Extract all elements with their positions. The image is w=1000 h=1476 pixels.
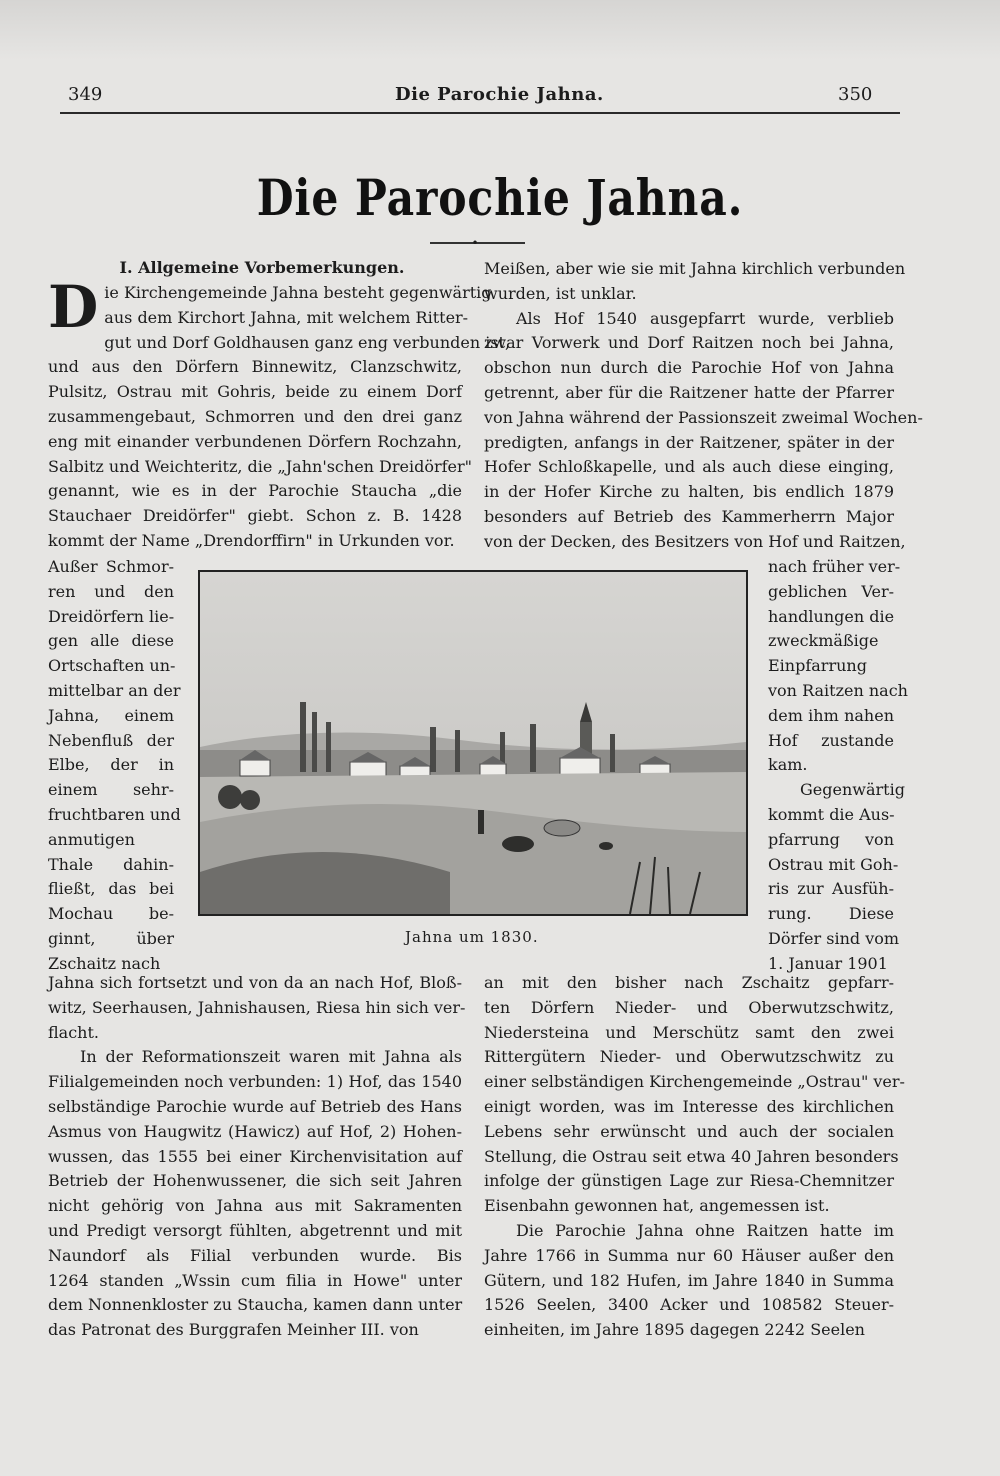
- text-line: zusammengebaut, Schmorren und den drei ganz: [48, 406, 462, 426]
- text-line: Nebenfluß der: [48, 730, 174, 750]
- text-line: getrennt, aber für die Raitzener hatte der Pfarrer: [484, 382, 894, 402]
- section-heading: I. Allgemeine Vorbemerkungen.: [119, 258, 405, 277]
- text-line: Thale dahin-: [48, 854, 174, 874]
- running-title: Die Parochie Jahna.: [395, 84, 604, 105]
- text-line: pfarrung von: [768, 829, 894, 849]
- landscape-engraving: [198, 570, 748, 916]
- text-line: Eisenbahn gewonnen hat, angemessen ist.: [484, 1196, 830, 1216]
- text-line: 1526 Seelen, 3400 Acker und 108582 Steuer-: [484, 1295, 894, 1315]
- text-line: einer selbständigen Kirchengemeinde „Ostrau" ver-: [484, 1072, 905, 1092]
- text-line: Außer Schmor-: [48, 557, 174, 576]
- text-line: Salbitz und Weichteritz, die „Jahn'schen Dreidörfer": [48, 456, 473, 476]
- text-line: infolge der günstigen Lage zur Riesa-Chemnitzer: [484, 1171, 894, 1191]
- text-line: wurden, ist unklar.: [484, 283, 637, 303]
- page-number-right: 350: [838, 84, 873, 105]
- text-line: einigt worden, was im Interesse des kirchlichen: [484, 1096, 894, 1116]
- text-line: Zschaitz nach: [48, 953, 161, 973]
- text-line: witz, Seerhausen, Jahnishausen, Riesa hin sich ver-: [48, 997, 466, 1017]
- text-line: dem Nonnenkloster zu Staucha, kamen dann unter: [48, 1295, 463, 1315]
- page-number-left: 349: [68, 84, 103, 105]
- text-line: zwar Vorwerk und Dorf Raitzen noch bei Jahna,: [484, 333, 894, 353]
- text-line: und Predigt versorgt fühlten, abgetrennt und mit: [48, 1220, 462, 1240]
- text-line: Elbe, der in: [48, 755, 174, 775]
- text-line: selbständige Parochie wurde auf Betrieb des Hans: [48, 1096, 462, 1116]
- text-line: 1264 standen „Wssin cum filia in Howe" unter: [48, 1270, 462, 1290]
- dropcap: D: [48, 273, 99, 341]
- text-line: ten Dörfern Nieder- und Oberwutzschwitz,: [484, 997, 894, 1017]
- text-line: Niedersteina und Merschütz samt den zwei: [484, 1022, 894, 1042]
- text-line: obschon nun durch die Parochie Hof von Jahna: [484, 358, 894, 378]
- text-line: flacht.: [48, 1022, 99, 1042]
- text-line: anmutigen: [48, 829, 135, 849]
- text-line: Hof zustande: [768, 730, 894, 750]
- text-line: mittelbar an der: [48, 680, 181, 700]
- right-narrow-text: [768, 555, 908, 977]
- left-bottom-text: [48, 971, 466, 1343]
- text-line: Dörfer sind vom: [768, 928, 900, 948]
- text-line: rung. Diese: [768, 904, 894, 924]
- text-line: wussen, das 1555 bei einer Kirchenvisitation auf: [48, 1146, 462, 1166]
- text-line: 1. Januar 1901: [768, 953, 888, 973]
- text-line: und aus den Dörfern Binnewitz, Clanzschwitz,: [48, 357, 462, 377]
- left-top-text: [48, 273, 511, 554]
- page-edge: [0, 0, 1000, 60]
- text-line: kommt der Name „Drendorffirn" in Urkunden vor.: [48, 530, 455, 550]
- text-line: besonders auf Betrieb des Kammerherrn Major: [484, 506, 894, 526]
- text-line: Lebens sehr erwünscht und auch der socialen: [484, 1121, 894, 1141]
- text-line: Gütern, und 182 Hufen, im Jahre 1840 in Summa: [484, 1270, 894, 1290]
- text-line: Betrieb der Hohenwussener, die sich seit Jahren: [48, 1171, 462, 1191]
- text-line: Mochau be-: [48, 904, 174, 924]
- text-line: Ortschaften un-: [48, 656, 176, 676]
- left-narrow-text: [48, 555, 181, 977]
- text-line: In der Reformationszeit waren mit Jahna als: [80, 1047, 462, 1067]
- text-line: predigten, anfangs in der Raitzener, später in der: [484, 432, 894, 452]
- text-line: Stauchaer Dreidörfer" giebt. Schon z. B. 1428: [48, 506, 462, 526]
- text-line: fließt, das bei: [48, 879, 174, 899]
- text-line: Asmus von Haugwitz (Hawicz) auf Hof, 2) Hohen-: [48, 1121, 462, 1141]
- text-line: aus dem Kirchort Jahna, mit welchem Ritter-: [104, 307, 469, 327]
- text-line: genannt, wie es in der Parochie Staucha „die: [48, 481, 462, 501]
- text-line: ren und den: [48, 581, 174, 601]
- left-column: [62, 256, 462, 283]
- text-line: Die Parochie Jahna ohne Raitzen hatte im: [516, 1220, 894, 1240]
- text-line: Filialgemeinden noch verbunden: 1) Hof, das 1540: [48, 1072, 462, 1092]
- text-line: kommt die Aus-: [768, 804, 895, 824]
- text-line: Jahna sich fortsetzt und von da an nach Hof, Bloß-: [48, 973, 462, 992]
- text-line: fruchtbaren und: [48, 804, 181, 824]
- text-line: geblichen Ver-: [768, 581, 894, 601]
- text-line: Naundorf als Filial verbunden wurde. Bis: [48, 1245, 462, 1265]
- header-rule: [60, 112, 900, 114]
- text-line: handlungen die: [768, 606, 895, 626]
- text-line: Jahna, einem: [48, 705, 174, 725]
- figure-caption: Jahna um 1830.: [405, 928, 539, 946]
- text-line: nicht gehörig von Jahna aus mit Sakramenten: [48, 1196, 462, 1216]
- text-line: ginnt, über: [48, 928, 174, 948]
- text-line: kam.: [768, 755, 808, 775]
- text-line: das Patronat des Burggrafen Meinher III. von: [48, 1320, 419, 1340]
- text-line: gen alle diese: [48, 631, 174, 651]
- text-line: zweckmäßige: [768, 631, 879, 651]
- text-line: Rittergütern Nieder- und Oberwutzschwitz zu: [484, 1047, 894, 1067]
- text-line: Pulsitz, Ostrau mit Gohris, beide zu einem Dorf: [48, 382, 462, 402]
- text-line: dem ihm nahen: [768, 705, 894, 725]
- text-line: Hofer Schloßkapelle, und als auch diese einging,: [484, 457, 894, 477]
- text-line: Meißen, aber wie sie mit Jahna kirchlich verbunden: [484, 259, 906, 278]
- text-line: Ostrau mit Goh-: [768, 854, 899, 874]
- right-bottom-text: [484, 971, 905, 1343]
- text-line: Einpfarrung: [768, 656, 867, 676]
- text-line: von Raitzen nach: [768, 680, 908, 700]
- text-line: von Jahna während der Passionszeit zweimal Wochen-: [484, 407, 923, 427]
- text-line: Gegenwärtig: [800, 780, 905, 800]
- text-line: von der Decken, des Besitzers von Hof und Raitzen,: [484, 531, 906, 551]
- right-top-text: [484, 257, 923, 555]
- text-line: einem sehr-: [48, 780, 174, 800]
- text-line: ie Kirchengemeinde Jahna besteht gegenwärtig: [104, 283, 492, 302]
- engraving-illustration: [200, 572, 746, 914]
- text-line: Stellung, die Ostrau seit etwa 40 Jahren besonders: [484, 1146, 899, 1166]
- text-line: Dreidörfern lie-: [48, 606, 175, 626]
- text-line: ris zur Ausfüh-: [768, 879, 894, 899]
- title-ornament-dot: •: [471, 236, 479, 250]
- text-line: einheiten, im Jahre 1895 dagegen 2242 Seelen: [484, 1320, 865, 1340]
- text-line: in der Hofer Kirche zu halten, bis endlich 1879: [484, 482, 894, 502]
- text-line: Jahre 1766 in Summa nur 60 Häuser außer den: [484, 1245, 894, 1265]
- text-line: nach früher ver-: [768, 557, 901, 576]
- article-title: Die Parochie Jahna.: [256, 168, 744, 227]
- text-line: eng mit einander verbundenen Dörfern Rochzahn,: [48, 431, 462, 451]
- text-line: gut und Dorf Goldhausen ganz eng verbunden ist,: [104, 332, 511, 352]
- text-line: an mit den bisher nach Zschaitz gepfarr-: [484, 973, 894, 992]
- text-line: Als Hof 1540 ausgepfarrt wurde, verblieb: [516, 308, 894, 328]
